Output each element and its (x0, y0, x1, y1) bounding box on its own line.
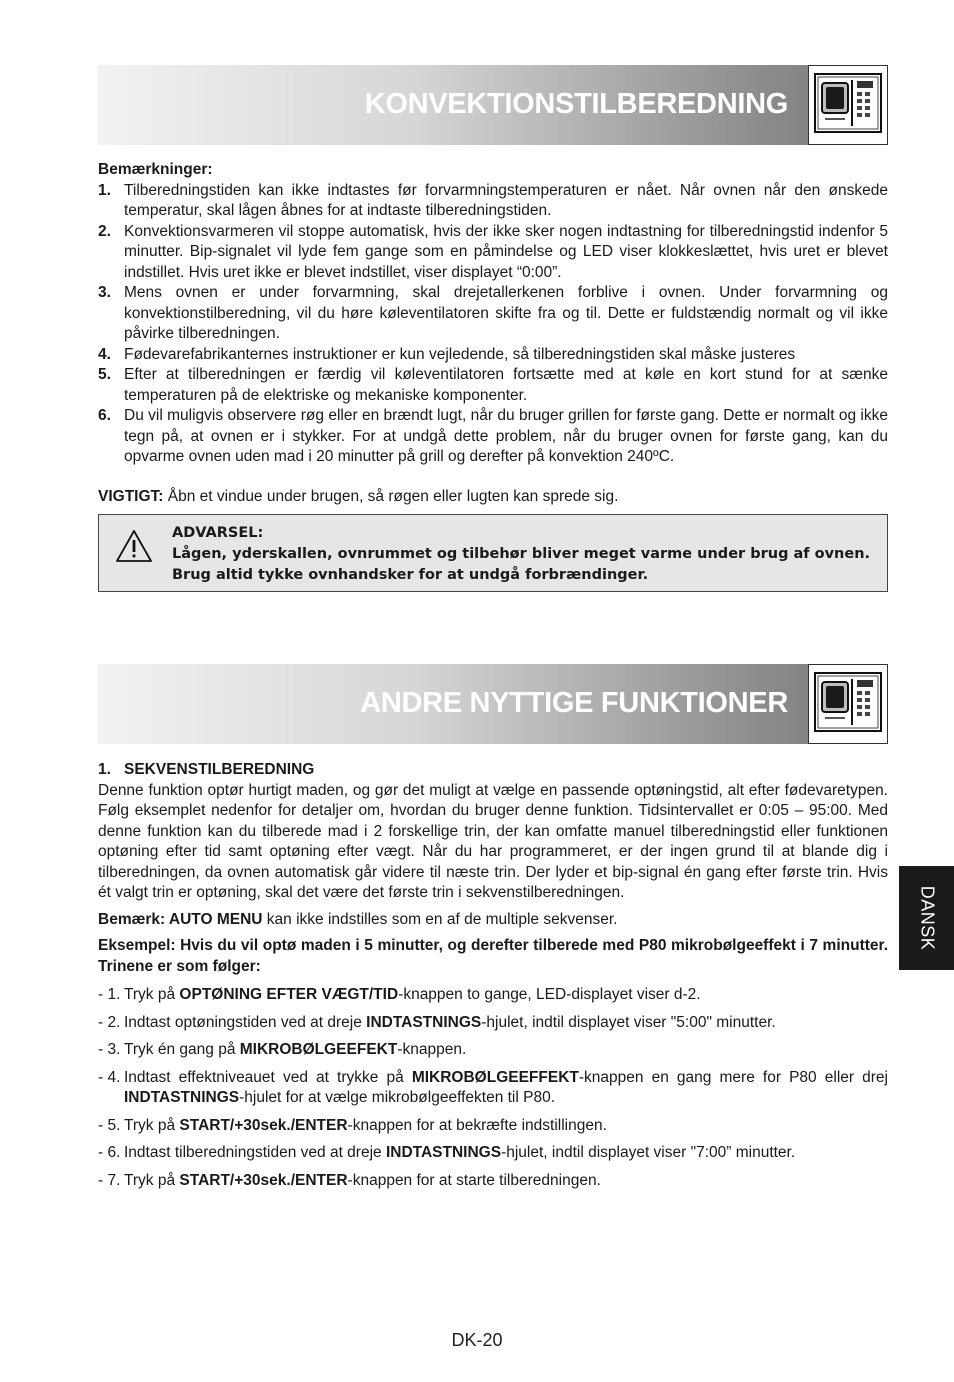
step-number: - 3. (98, 1041, 121, 1058)
step-text: Tryk på (124, 1116, 180, 1134)
microwave-oven-icon (808, 65, 888, 145)
list-item (98, 345, 888, 366)
step-key: OPTØNING EFTER VÆGT/TID (179, 986, 399, 1003)
step-number: - 6. (98, 1144, 121, 1161)
step-text: -knappen for at bekræfte indstillingen. (347, 1116, 607, 1134)
item-number: 2. (98, 222, 111, 240)
list-item (98, 1040, 888, 1061)
item-number: 4. (98, 345, 111, 363)
language-tab (899, 866, 954, 970)
section-title: KONVEKTIONSTILBEREDNING (364, 88, 788, 120)
section-title: ANDRE NYTTIGE FUNKTIONER (360, 687, 788, 719)
item-text: Fødevarefabrikanternes instruktioner er kun vejledende, så tilberedningstiden skal måske justeres (124, 345, 796, 363)
notes-title: Bemærkninger: (98, 161, 213, 178)
note-text: kan ikke indstilles som en af de multiple sekvenser. (262, 910, 618, 928)
list-item (98, 1143, 888, 1164)
step-number: - 7. (98, 1171, 121, 1189)
step-text: Tryk på (124, 1171, 180, 1189)
step-text: -knappen. (397, 1041, 467, 1058)
sequence-cooking-section (98, 760, 888, 1198)
item-number: 1. (98, 181, 111, 199)
notes-section (98, 160, 888, 468)
list-item (98, 985, 888, 1006)
warning-box (98, 514, 888, 592)
description-paragraph: Denne funktion optør hurtigt maden, og gør det muligt at vælge en passende optøningstid, alt efter fødevaretypen. Følg eksemplet nedenfor for detaljer om, hvordan du bruger denne funktion. Tidsintervallet er 0:05 – 95:00. Med denne funktion kan du tilberede mad i 2 forskellige trin, der kan omfatte manuel tilberedningstid eller funktionen optøning efter tid samt optøning efter vægt. Når du har programmeret, er der ingen grund til at blande dig i tilberedningen, da ovnen automatisk går videre til næste trin. Der lyder et bip-signal én gang efter første trin. Hvis ét valgt trin er optøning, skal det være det første trin i sekvenstilberedningen. (98, 781, 888, 901)
list-item (98, 365, 888, 406)
notes-list (98, 181, 888, 468)
step-text: -knappen to gange, LED-displayet viser d-2. (398, 986, 701, 1003)
step-text: Indtast optøningstiden ved at dreje (124, 1013, 367, 1031)
example-heading: Eksempel: Hvis du vil optø maden i 5 minutter, og derefter tilberede med P80 mikrobølgeeffekt i 7 minutter. Trinene er som følger: (98, 937, 888, 975)
warning-triangle-icon (115, 529, 153, 568)
step-key: START/+30sek./ENTER (179, 1171, 348, 1189)
list-item (98, 181, 888, 222)
item-text: Konvektionsvarmeren vil stoppe automatisk, hvis der ikke sker nogen indtastning for tilberedningstid indenfor 5 minutter. Bip-signalet vil lyde fem gange som en påmindelse og LED viser klokkeslættet, hvis uret er blevet indstillet. Hvis uret ikke er blevet indstillet, viser displayet “0:00”. (124, 222, 888, 281)
important-text: Åbn et vindue under brugen, så røgen eller lugten kan sprede sig. (163, 488, 619, 505)
note-line (98, 910, 888, 931)
item-text: Du vil muligvis observere røg eller en brændt lugt, når du bruger grillen for første gang. Dette er normalt og ikke tegn på, at ovnen er i stykker. For at undgå dette problem, når du bruger ovnen for første gang, kan du opvarme ovnen uden mad i 20 minutter på grill og derefter på konvektion 240ºC. (124, 407, 888, 465)
note-label: Bemærk: AUTO MENU (98, 910, 263, 928)
item-text: Mens ovnen er under forvarmning, skal drejetallerkenen forblive i ovnen. Under forvarmning og konvektionstilberedning, vil du høre køleventilatoren skifte fra og til. Dette er fuldstændig normalt og vil ikke påvirke tilberedningen. (124, 284, 888, 342)
item-number: 5. (98, 366, 111, 383)
steps-list (98, 985, 888, 1191)
step-key: INDTASTNINGS (366, 1013, 482, 1031)
important-note (98, 487, 888, 508)
subsection-label: SEKVENSTILBEREDNING (124, 761, 315, 778)
page-number: DK-20 (451, 1330, 503, 1350)
step-number: - 5. (98, 1116, 121, 1134)
item-number: 3. (98, 284, 111, 301)
list-item (98, 1068, 888, 1109)
step-text: Tryk på (124, 986, 180, 1003)
list-item (98, 222, 888, 284)
step-key: INDTASTNINGS (124, 1089, 240, 1106)
warning-text-block (172, 523, 877, 586)
step-key: START/+30sek./ENTER (179, 1116, 348, 1134)
subsection-title (98, 760, 888, 781)
step-text: -hjulet, indtil displayet viser "5:00" minutter. (481, 1013, 776, 1031)
item-text: Efter at tilberedningen er færdig vil køleventilatoren fortsætte med at køle en kort stund for at sænke temperaturen på de elektriske og mekaniske komponenter. (124, 366, 888, 404)
step-number: - 2. (98, 1013, 121, 1031)
item-number: 6. (98, 407, 111, 424)
step-text: Indtast effektniveauet ved at trykke på (124, 1068, 412, 1086)
section-banner-konvektion (98, 65, 888, 145)
step-key: MIKROBØLGEEFFEKT (411, 1068, 579, 1086)
section-banner-andre (98, 664, 888, 744)
list-item (98, 283, 888, 345)
list-item (98, 1116, 888, 1137)
list-item (98, 1013, 888, 1034)
step-text: Indtast tilberedningstiden ved at dreje (124, 1144, 386, 1161)
microwave-oven-icon (808, 664, 888, 744)
list-item (98, 1171, 888, 1192)
step-key: INDTASTNINGS (385, 1144, 502, 1161)
subsection-number: 1. (98, 761, 111, 778)
step-key: MIKROBØLGEEFEKT (239, 1041, 398, 1058)
step-text: Tryk én gang på (124, 1041, 240, 1058)
warning-title: ADVARSEL: (172, 525, 264, 541)
step-text: -hjulet for at vælge mikrobølgeeffekten til P80. (239, 1089, 556, 1106)
step-text: -knappen for at starte tilberedningen. (347, 1171, 601, 1189)
step-number: - 4. (98, 1068, 121, 1086)
step-number: - 1. (98, 986, 121, 1003)
item-text: Tilberedningstiden kan ikke indtastes før forvarmningstemperaturen er nået. Når ovnen når den ønskede temperatur, skal lågen åbnes for at indtaste tilberedningstiden. (124, 181, 888, 219)
step-text: -hjulet, indtil displayet viser "7:00” minutter. (501, 1144, 796, 1161)
step-text: -knappen en gang mere for P80 eller drej (578, 1068, 888, 1086)
important-label: VIGTIGT: (98, 488, 164, 505)
warning-text: Lågen, yderskallen, ovnrummet og tilbehør bliver meget varme under brug af ovnen. Brug altid tykke ovnhandsker for at undgå forbrændinger. (172, 546, 871, 583)
list-item (98, 406, 888, 468)
language-label: DANSK (917, 885, 937, 951)
